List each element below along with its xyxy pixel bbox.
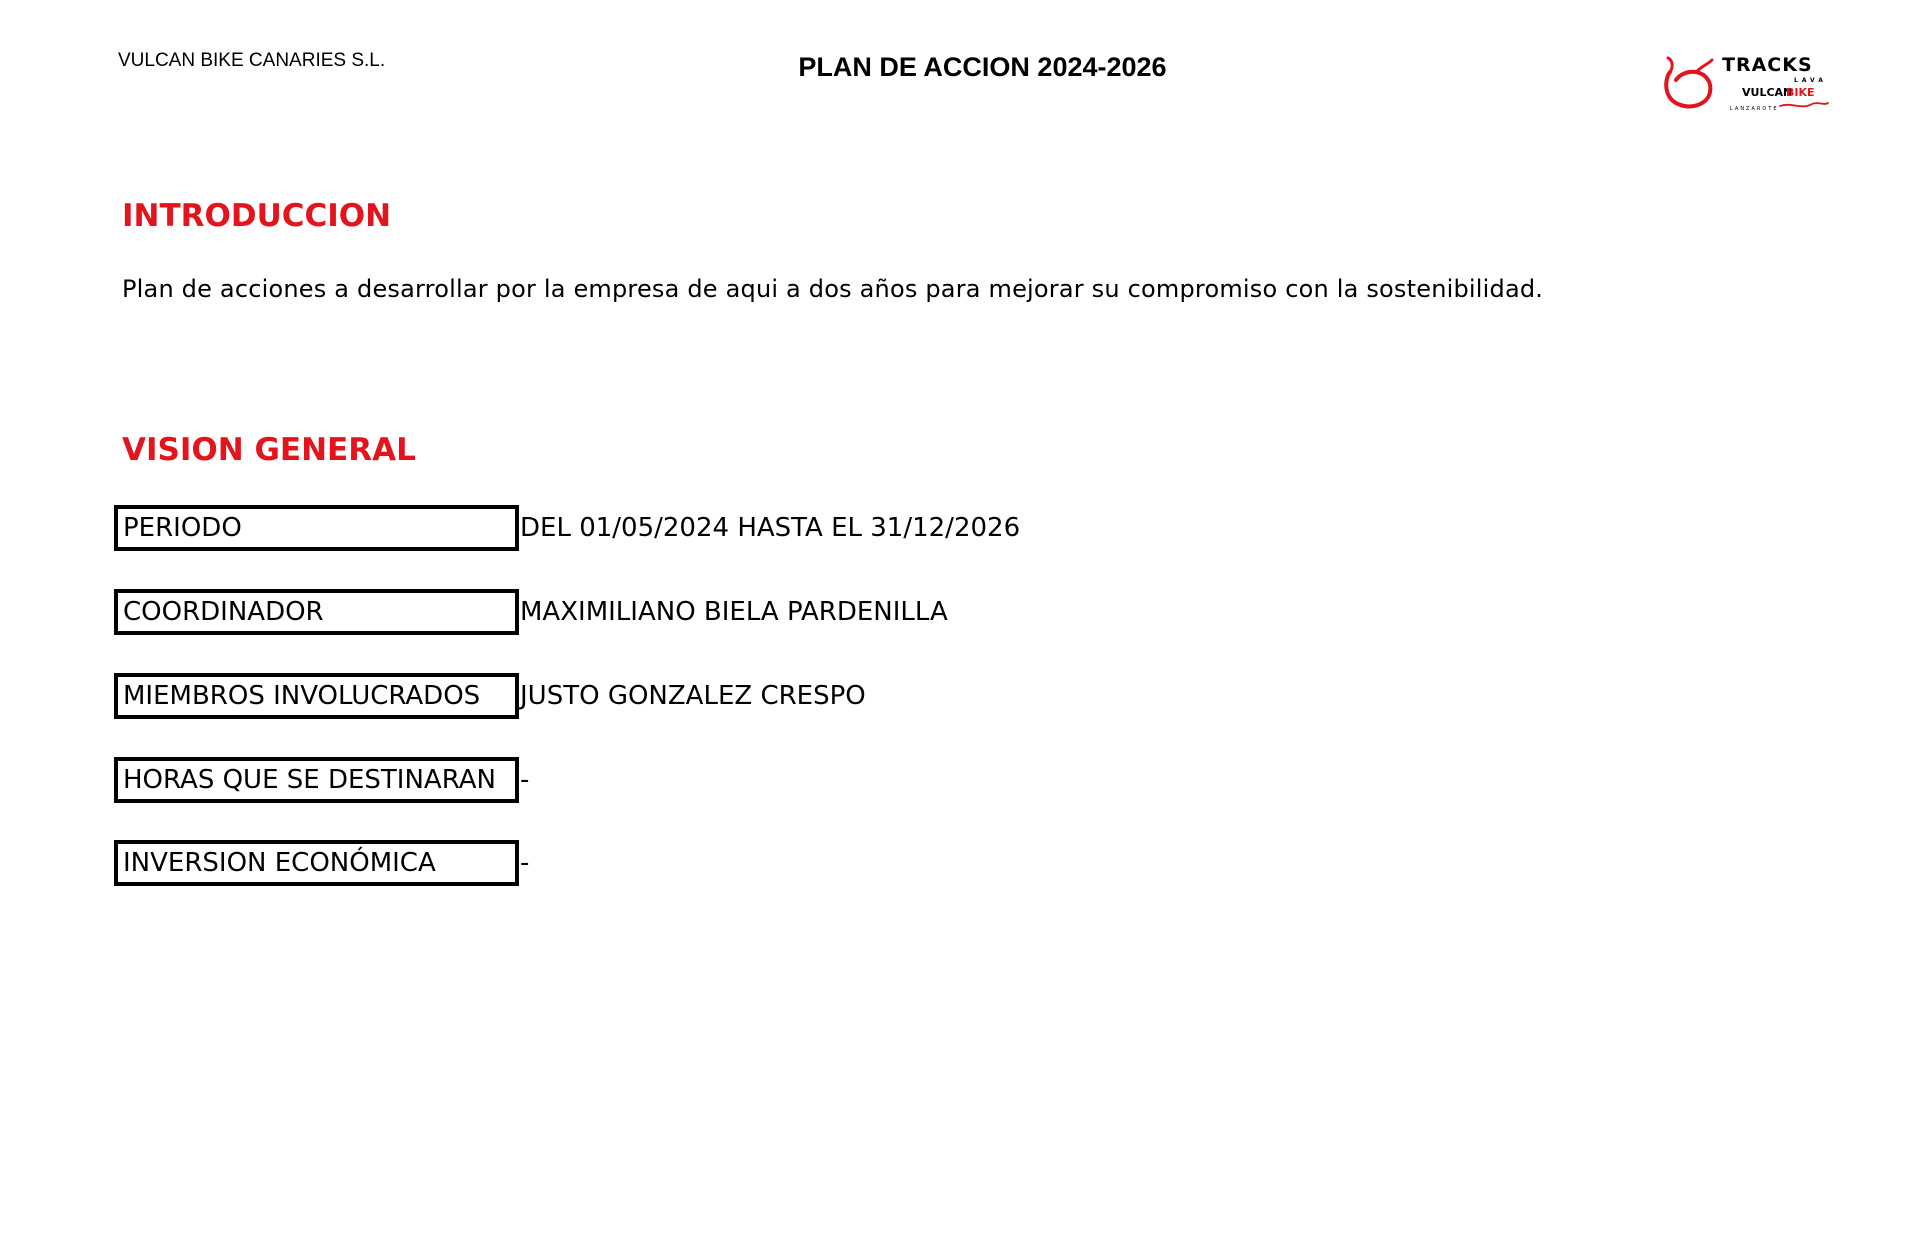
logo-tracks-text: TRACKS — [1722, 54, 1813, 76]
row-label: MIEMBROS INVOLUCRADOS — [114, 673, 519, 719]
logo-lava-text: LAVA — [1794, 77, 1827, 84]
logo-bike-text: BIKE — [1786, 86, 1815, 99]
row-value: DEL 01/05/2024 HASTA EL 31/12/2026 — [520, 513, 1021, 543]
logo-vulcan-text: VULCAN — [1742, 86, 1793, 99]
logo-lanzarote-text: LANZAROTE — [1730, 106, 1779, 112]
row-label: INVERSION ECONÓMICA — [114, 840, 519, 886]
document-title: PLAN DE ACCION 2024-2026 — [798, 52, 1167, 82]
row-value: - — [520, 848, 530, 878]
row-value: - — [520, 765, 530, 795]
row-label: PERIODO — [114, 505, 519, 551]
row-label: HORAS QUE SE DESTINARAN — [114, 757, 519, 803]
vision-general-heading: VISION GENERAL — [122, 432, 416, 468]
introduccion-text: Plan de acciones a desarrollar por la empresa de aqui a dos años para mejorar su compromiso con la sostenibilidad. — [122, 275, 1544, 303]
row-label: COORDINADOR — [114, 589, 519, 635]
row-value: JUSTO GONZALEZ CRESPO — [520, 681, 866, 711]
company-name: VULCAN BIKE CANARIES S.L. — [118, 50, 386, 71]
row-value: MAXIMILIANO BIELA PARDENILLA — [520, 597, 948, 627]
tracks-lava-vulcan-bike-logo — [1662, 52, 1842, 118]
introduccion-heading: INTRODUCCION — [122, 198, 392, 234]
